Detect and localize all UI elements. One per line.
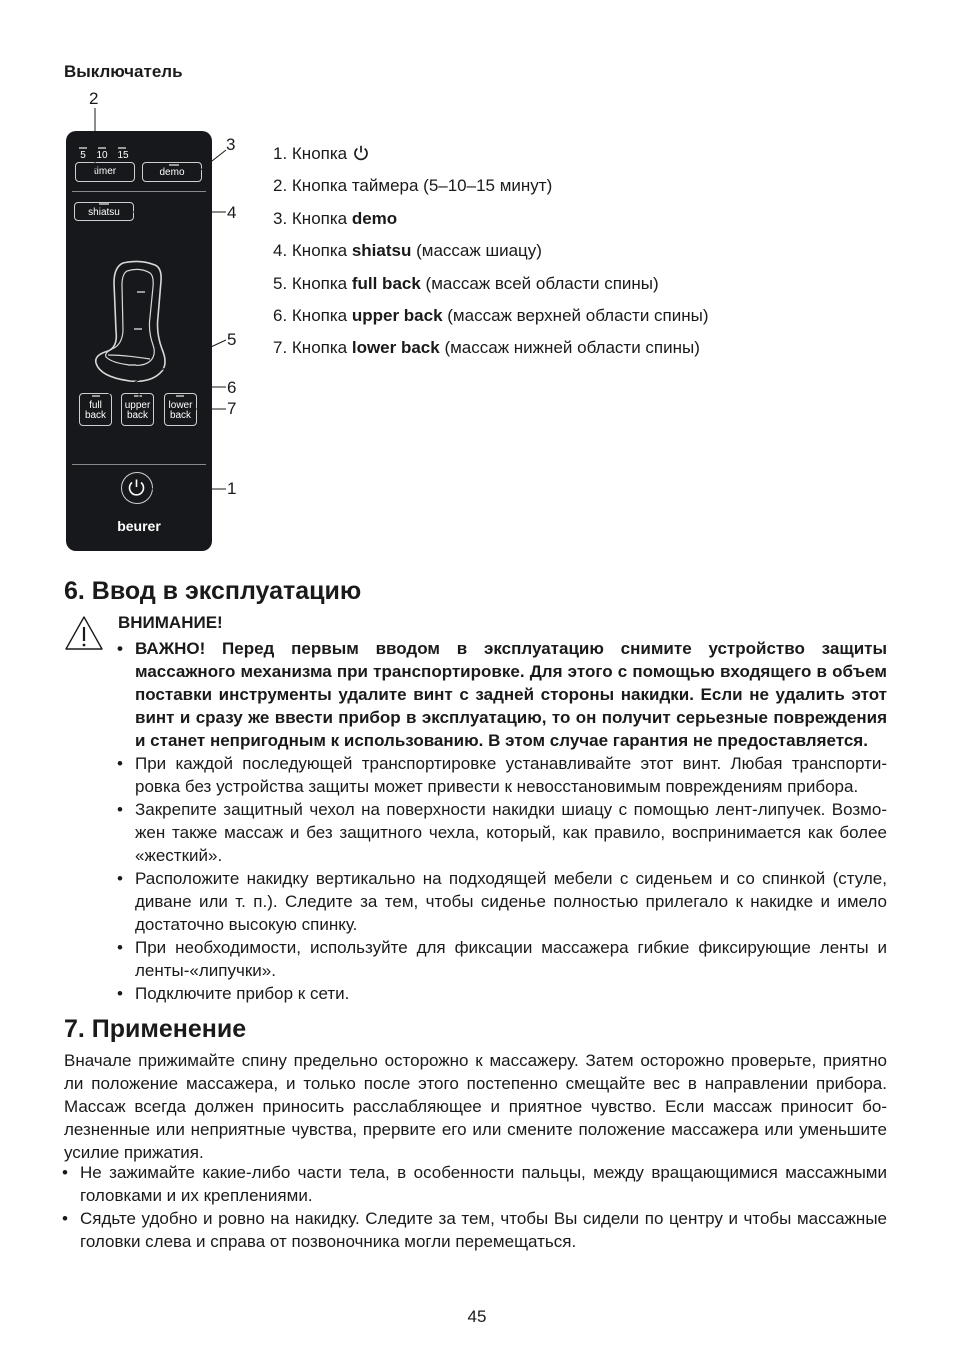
switch-heading: Выключатель: [64, 62, 183, 81]
feature-4-bold: shiatsu: [351, 241, 412, 261]
callout-lines: [0, 0, 260, 560]
feature-item-2: [273, 175, 709, 207]
feature-2-text: 2. Кнопка таймера (5–10–15 минут): [273, 176, 553, 196]
feature-7-bold: lower back: [351, 338, 440, 358]
callout-3: 3: [226, 135, 236, 154]
warning-triangle-icon: [64, 615, 104, 651]
upper-back-label-1: upper: [124, 400, 151, 411]
timer-button[interactable]: timer: [75, 162, 135, 182]
brand-logo: beurer: [117, 518, 161, 534]
power-icon: [352, 144, 370, 162]
page-number: 45: [467, 1307, 487, 1326]
list-item: • Расположите накидку вертикально на подходящей мебели с сиденьем и со спинкой (стуле, диване или т. п.). Следите за тем, чтобы сиденье полностью прилегало к накидке и имело достаточно высокую спинку.: [115, 867, 887, 936]
callout-4: 4: [227, 203, 237, 222]
feature-list: [273, 143, 709, 370]
timer-value-5: 5: [80, 150, 86, 161]
upper-back-label-2: back: [126, 410, 149, 421]
shiatsu-button[interactable]: shiatsu: [74, 202, 134, 221]
list-item: • Подключите прибор к сети.: [115, 982, 887, 1005]
feature-item-6: [273, 305, 709, 337]
lower-back-label-1: lower: [168, 400, 193, 411]
demo-button[interactable]: demo: [142, 162, 202, 182]
feature-item-1: [273, 143, 709, 175]
feature-item-7: [273, 337, 709, 369]
section-7-title: 7. Применение: [64, 1015, 247, 1043]
feature-7-suffix: (массаж нижней области спины): [439, 338, 700, 358]
feature-item-4: [273, 240, 709, 272]
timer-value-10: 10: [96, 150, 108, 161]
feature-4-prefix: 4. Кнопка: [273, 241, 352, 261]
section-6-bullets: [115, 637, 887, 1005]
feature-6-prefix: 6. Кнопка: [273, 305, 352, 325]
feature-6-suffix: (массаж верхней области спины): [442, 305, 709, 325]
lower-back-label-2: back: [169, 410, 192, 421]
list-item: • ВАЖНО! Перед первым вводом в эксплуатацию снимите устройство защиты массажного механизма при транспортировке. Для этого с помощью входящего в объем поставки инструменты удалите винт с задней стороны накидки. Если не удалить этот винт и сразу же ввести прибор в эксплуатацию, то он получит серьезные повреждения и станет непригодным к использованию. В этом случае гарантия не предоставляется.: [115, 637, 887, 752]
feature-5-bold: full back: [351, 273, 421, 293]
list-item: • При необходимости, используйте для фиксации массажера гибкие фиксирующие ленты и ленты-«липучки».: [115, 936, 887, 982]
feature-5-suffix: (массаж всей области спины): [420, 273, 659, 293]
feature-3-bold: demo: [351, 208, 398, 228]
warning-label: ВНИМАНИЕ!: [118, 613, 223, 632]
callout-5: 5: [227, 330, 237, 349]
feature-7-prefix: 7. Кнопка: [273, 338, 352, 358]
callout-1: 1: [227, 479, 237, 498]
list-item: • Не зажимайте какие-либо части тела, в особенности пальцы, между вращающимися массажными головками и их креплениями.: [60, 1161, 887, 1207]
callout-2: 2: [89, 89, 99, 108]
feature-item-5: [273, 273, 709, 305]
full-back-label-1: full: [89, 400, 102, 411]
section-7-intro: Вначале прижимайте спину предельно осторожно к массажеру. Затем осторожно проверьте, приятно ли положение массажера, и только после этого постепенно смещайте вес в направлении прибора. Массаж всегда должен приносить расслабляющее и приятное чувство. Если массаж приносит болезненные или неприятные чувства, прервите его или смените положение массажера или уменьшите усилие прижатия.: [64, 1051, 887, 1162]
section-7-bullets: [60, 1161, 887, 1253]
callout-6: 6: [227, 378, 237, 397]
callout-7: 7: [227, 399, 237, 418]
timer-value-15: 15: [117, 150, 129, 161]
feature-5-prefix: 5. Кнопка: [273, 273, 352, 293]
list-item: • При каждой последующей транспортировке устанавливайте этот винт. Любая транспортировка без устройства защиты может привести к невосстановимым повреждениям прибора.: [115, 752, 887, 798]
list-item: • Сядьте удобно и ровно на накидку. Следите за тем, чтобы Вы сидели по центру и чтобы массажные головки слева и справа от позвоночника могли перемещаться.: [60, 1207, 887, 1253]
list-item: • Закрепите защитный чехол на поверхности накидки шиацу с помощью лент-липучек. Возможен также массаж и без защитного чехла, который, как правило, воспринимается как более «жесткий».: [115, 798, 887, 867]
feature-1-text: 1. Кнопка: [273, 144, 352, 163]
feature-3-prefix: 3. Кнопка: [273, 208, 352, 228]
section-6-title: 6. Ввод в эксплуатацию: [64, 577, 362, 605]
feature-6-bold: upper back: [351, 305, 443, 325]
feature-item-3: [273, 208, 709, 240]
full-back-label-2: back: [84, 410, 107, 421]
feature-4-suffix: (массаж шиацу): [411, 241, 542, 261]
